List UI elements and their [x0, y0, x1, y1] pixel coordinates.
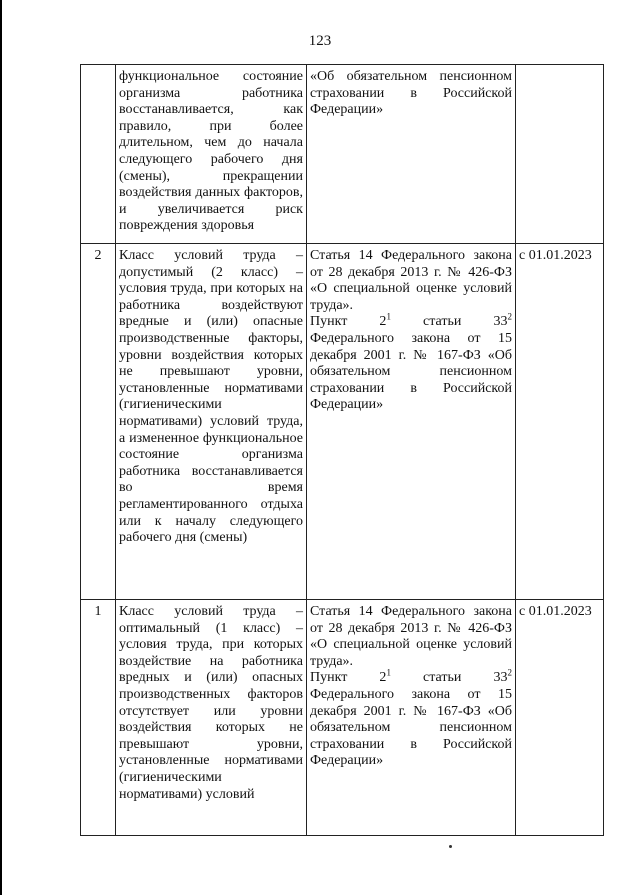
legal-basis [307, 244, 516, 600]
scan-speck [449, 845, 452, 848]
table-row [81, 600, 604, 836]
table-row [81, 244, 604, 600]
law-text: Пункт 2 [310, 314, 387, 330]
legal-basis-paragraph [310, 667, 512, 770]
legal-basis [307, 600, 516, 836]
row-number [81, 65, 116, 244]
legal-basis-paragraph: «Об обязательном пенсионном страховании в Российской Федерации» [310, 69, 512, 118]
effective-date [516, 65, 604, 244]
law-text: Федерального закона от 15 декабря 2001 г. № 167-ФЗ «Об обязательном пенсионном страховании в Российской Федерации» [310, 330, 512, 413]
law-text: Федерального закона от 15 декабря 2001 г. № 167-ФЗ «Об обязательном пенсионном страховании в Российской Федерации» [310, 686, 512, 769]
condition-description [116, 244, 307, 600]
legal-basis [307, 65, 516, 244]
legal-basis-paragraph: Статья 14 Федерального закона от 28 декабря 2013 г. № 426-ФЗ «О специальной оценке условий труда». [310, 604, 512, 669]
table-row [81, 65, 604, 244]
document-table [80, 64, 604, 836]
superscript: 2 [507, 311, 512, 322]
effective-date: с 01.01.2023 [516, 600, 604, 836]
law-text: статьи 33 [390, 670, 508, 686]
description-text: Класс условий труда – оптимальный (1 класс) – условия труда, при которых воздействие на работника вредных и (или) опасных производственных факторов отсутствует или уровни воздействия которых не превышают уровни, установленные нормативами (гигиеническими нормативами) условий [119, 604, 303, 802]
effective-date: с 01.01.2023 [516, 244, 604, 600]
legal-basis-paragraph: Статья 14 Федерального закона от 28 декабря 2013 г. № 426-ФЗ «О специальной оценке условий труда». [310, 248, 512, 313]
row-number: 1 [81, 600, 116, 836]
condition-description [116, 65, 307, 244]
law-text: Пункт 2 [310, 670, 387, 686]
description-text: функциональное состояние организма работника восстанавливается, как правило, при более длительном, чем до начала следующего рабочего дня (смены), прекращении воздействия данных факторов, и увеличивается риск повреждения здоровья [119, 69, 303, 234]
superscript: 1 [386, 311, 391, 322]
legal-basis-paragraph [310, 311, 512, 414]
row-number: 2 [81, 244, 116, 600]
description-text: Класс условий труда – допустимый (2 класс) – условия труда, при которых на работника воздействуют вредные и (или) опасные производственные факторы, уровни воздействия которых не превышают уровни, установленные нормативами (гигиеническими нормативами) условий труда, а измененное функциональное состояние организма работника восстанавливается во время регламентированного отдыха или к началу следующего рабочего дня (смены) [119, 248, 303, 546]
condition-description [116, 600, 307, 836]
scan-edge [0, 0, 2, 895]
superscript: 2 [507, 667, 512, 678]
superscript: 1 [386, 667, 391, 678]
page-number: 123 [308, 33, 332, 49]
law-text: статьи 33 [390, 314, 508, 330]
